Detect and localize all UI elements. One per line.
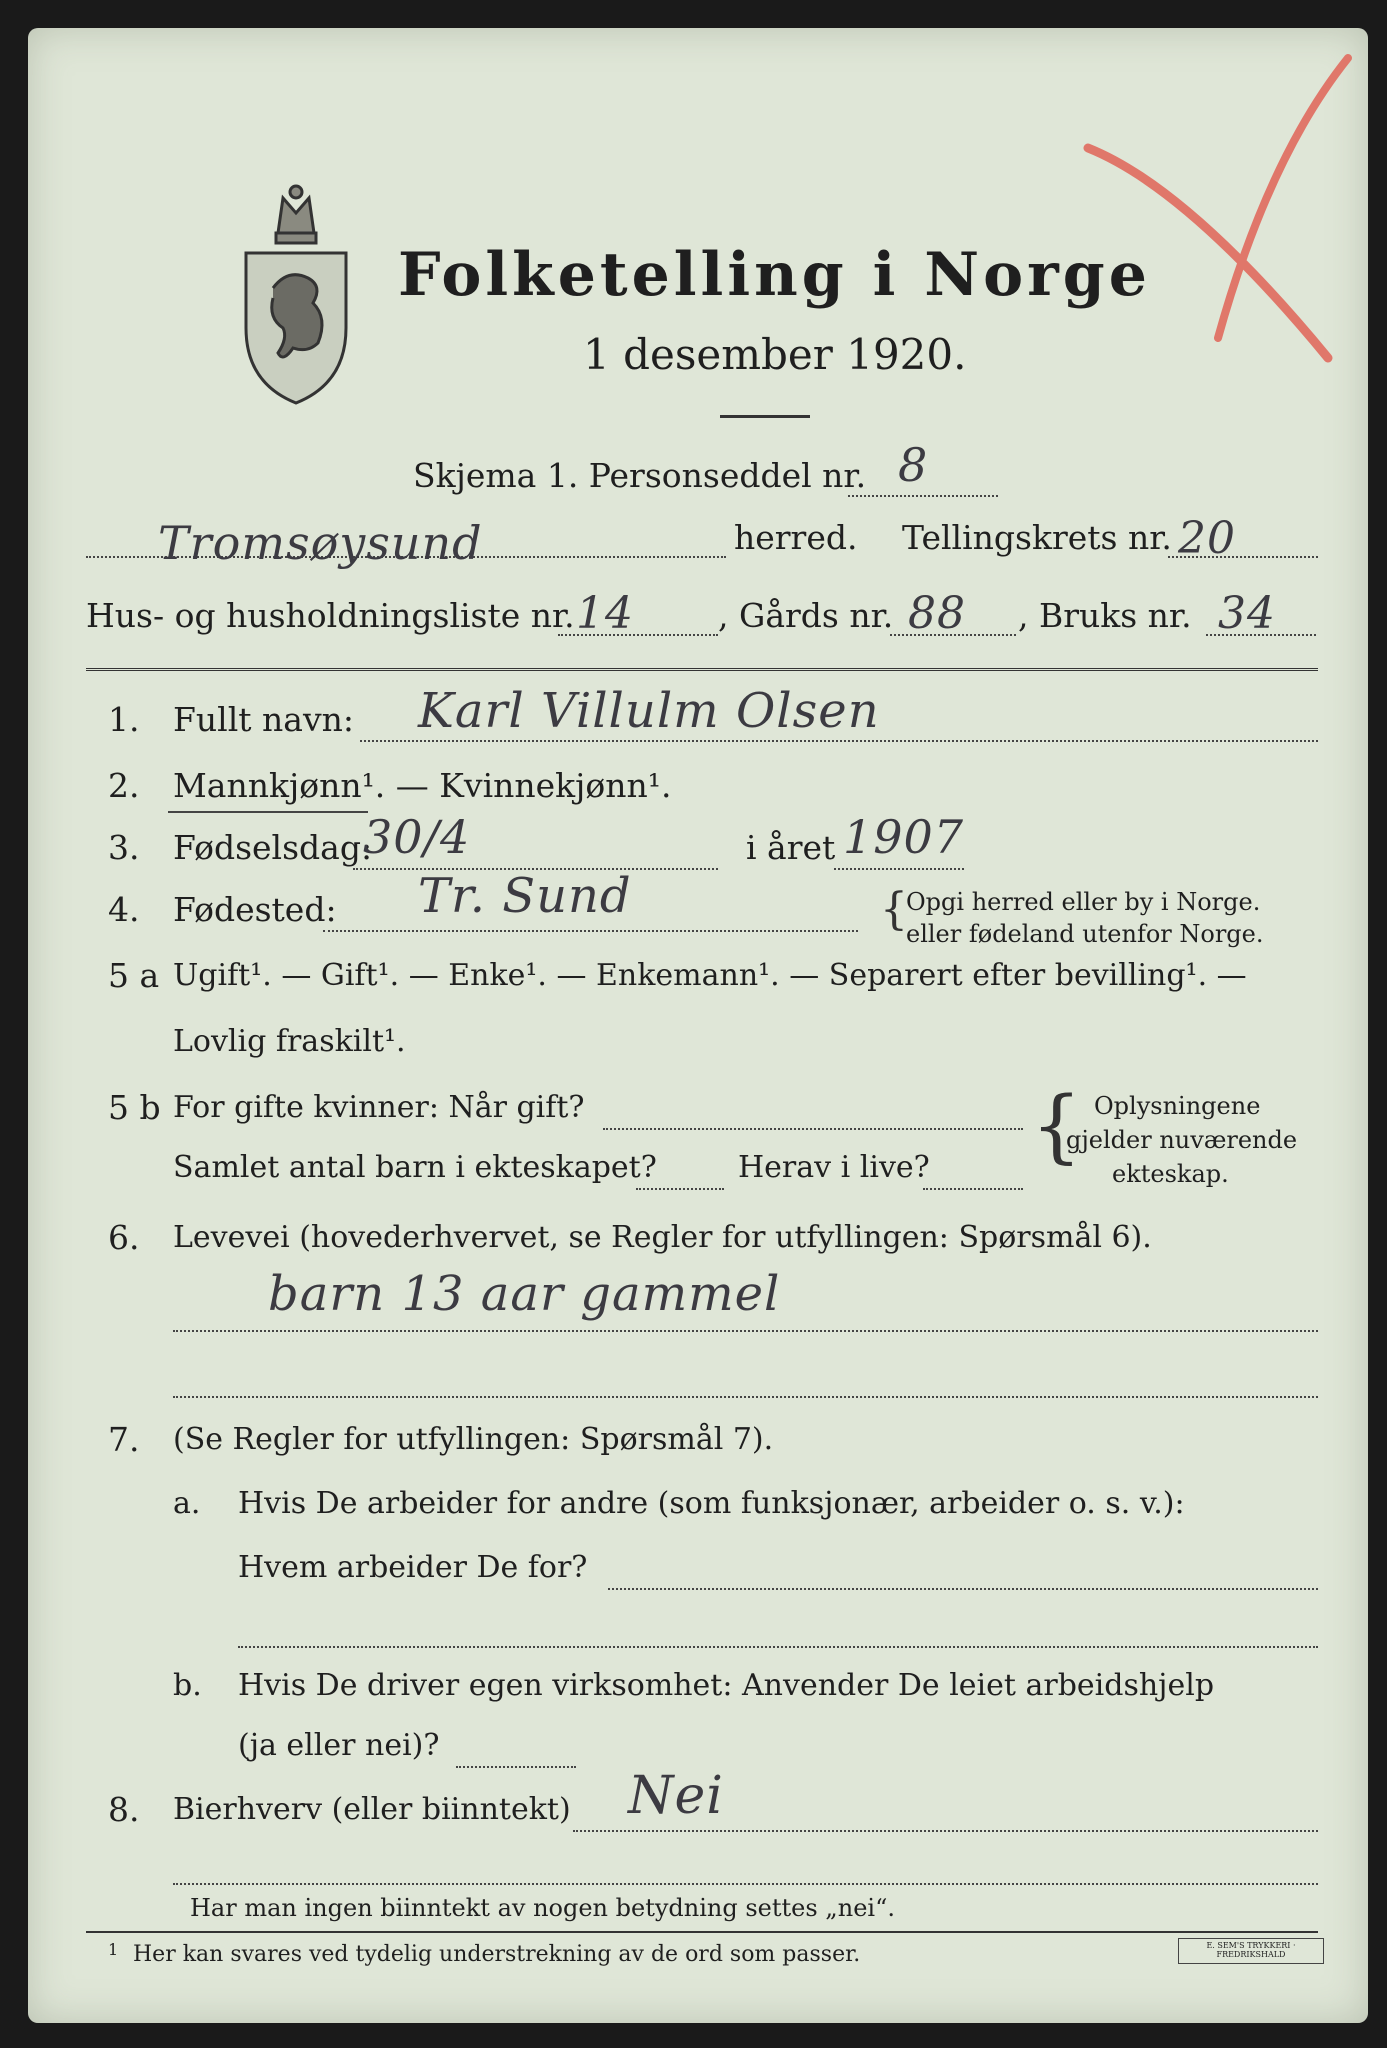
- q8-label: Bierhverv (eller biinntekt): [173, 1792, 571, 1827]
- q4-note-1: Opgi herred eller by i Norge.: [906, 888, 1261, 916]
- q7b-line: [456, 1766, 576, 1768]
- hus-label: Hus- og husholdningsliste nr.: [86, 596, 575, 635]
- personseddel-line: [848, 495, 998, 497]
- q5b-note-3: ekteskap.: [1112, 1160, 1229, 1188]
- q7b-line1: Hvis De driver egen virksomhet: Anvender De leiet arbeidshjelp: [238, 1668, 1215, 1703]
- q3-label: Fødselsdag:: [173, 828, 373, 867]
- gards-label: , Gårds nr.: [718, 596, 894, 635]
- q8-line-2: [173, 1883, 1318, 1885]
- q2-number: 2.: [108, 766, 140, 805]
- q7a-line-2: [238, 1646, 1318, 1648]
- q7a-line1: Hvis De arbeider for andre (som funksjonær, arbeider o. s. v.):: [238, 1486, 1185, 1521]
- gards-value: 88: [908, 588, 966, 639]
- q1-label: Fullt navn:: [173, 700, 354, 739]
- q5a-number: 5 a: [108, 956, 160, 995]
- q7a-line-1: [608, 1588, 1318, 1590]
- q7-number: 7.: [108, 1420, 140, 1459]
- q4-number: 4.: [108, 890, 140, 929]
- q3-year-value: 1907: [843, 810, 965, 864]
- q2-underline: [168, 811, 368, 813]
- q3-year-line: [834, 868, 964, 870]
- q5a-line1: Ugift¹. — Gift¹. — Enke¹. — Enkemann¹. — Separert efter bevilling¹. —: [173, 958, 1247, 993]
- skjema-label: Skjema 1. Personseddel nr.: [413, 456, 867, 495]
- q5a-line2: Lovlig fraskilt¹.: [173, 1024, 406, 1059]
- header-divider: [86, 668, 1318, 671]
- q5b-children-line: [636, 1188, 724, 1190]
- q3-value: 30/4: [363, 810, 471, 864]
- hus-value: 14: [576, 588, 634, 639]
- q8-line-1: [573, 1830, 1318, 1832]
- q5b-note-2: gjelder nuværende: [1066, 1126, 1298, 1154]
- q4-line: [323, 930, 858, 932]
- q7a-line2: Hvem arbeider De for?: [238, 1550, 588, 1585]
- q3-number: 3.: [108, 828, 140, 867]
- form-title: Folketelling i Norge: [398, 240, 1151, 310]
- q8-number: 8.: [108, 1790, 140, 1829]
- q7a-letter: a.: [173, 1486, 201, 1521]
- q8-value: Nei: [628, 1766, 724, 1826]
- q4-value: Tr. Sund: [418, 868, 632, 924]
- q7b-letter: b.: [173, 1668, 202, 1703]
- q5b-brace: {: [1031, 1079, 1082, 1172]
- q7-label: (Se Regler for utfyllingen: Spørsmål 7).: [173, 1422, 774, 1457]
- tellingskrets-label: Tellingskrets nr.: [902, 518, 1172, 557]
- title-divider: [720, 415, 810, 418]
- q1-number: 1.: [108, 700, 140, 739]
- q5b-line1: For gifte kvinner: Når gift?: [173, 1090, 585, 1125]
- q5b-when-line: [603, 1128, 1023, 1130]
- q5b-number: 5 b: [108, 1088, 161, 1127]
- q1-line: [360, 740, 1318, 742]
- herred-value: Tromsøysund: [158, 516, 483, 570]
- q6-value: barn 13 aar gammel: [268, 1266, 781, 1322]
- bruks-label: , Bruks nr.: [1018, 596, 1192, 635]
- coat-of-arms-icon: [238, 178, 354, 408]
- q6-label: Levevei (hovederhvervet, se Regler for utfyllingen: Spørsmål 6).: [173, 1220, 1152, 1255]
- herred-label: herred.: [734, 518, 858, 557]
- q7b-line2: (ja eller nei)?: [238, 1728, 440, 1763]
- census-form: [28, 28, 1368, 2023]
- q5b-note-1: Oplysningene: [1094, 1092, 1261, 1120]
- nei-note: Har man ingen biinntekt av nogen betydning settes „nei“.: [190, 1894, 895, 1922]
- bruks-value: 34: [1218, 588, 1276, 639]
- footer-divider: [86, 1931, 1318, 1933]
- red-cross-icon: [1068, 38, 1368, 368]
- tellingskrets-value: 20: [1178, 513, 1236, 564]
- footnote-mark: 1: [108, 1940, 119, 1959]
- q5b-alive-line: [923, 1188, 1023, 1190]
- q4-brace: {: [880, 884, 908, 935]
- q5b-line2b: Herav i live?: [738, 1150, 930, 1185]
- q4-label: Fødested:: [173, 890, 337, 929]
- q5b-line2a: Samlet antal barn i ekteskapet?: [173, 1150, 657, 1185]
- q2-label: Mannkjønn¹. — Kvinnekjønn¹.: [173, 766, 672, 805]
- footnote-text: Her kan svares ved tydelig understrekning av de ord som passer.: [133, 1942, 861, 1967]
- printer-stamp: E. SEM'S TRYKKERI · FREDRIKSHALD: [1178, 1938, 1324, 1964]
- q6-number: 6.: [108, 1218, 140, 1257]
- q1-value: Karl Villulm Olsen: [418, 683, 880, 739]
- form-date: 1 desember 1920.: [583, 330, 967, 379]
- personseddel-value: 8: [898, 438, 929, 492]
- q6-line-2: [173, 1396, 1318, 1398]
- q6-line-1: [173, 1330, 1318, 1332]
- q3-year-label: i året: [746, 828, 836, 867]
- q4-note-2: eller fødeland utenfor Norge.: [906, 920, 1264, 948]
